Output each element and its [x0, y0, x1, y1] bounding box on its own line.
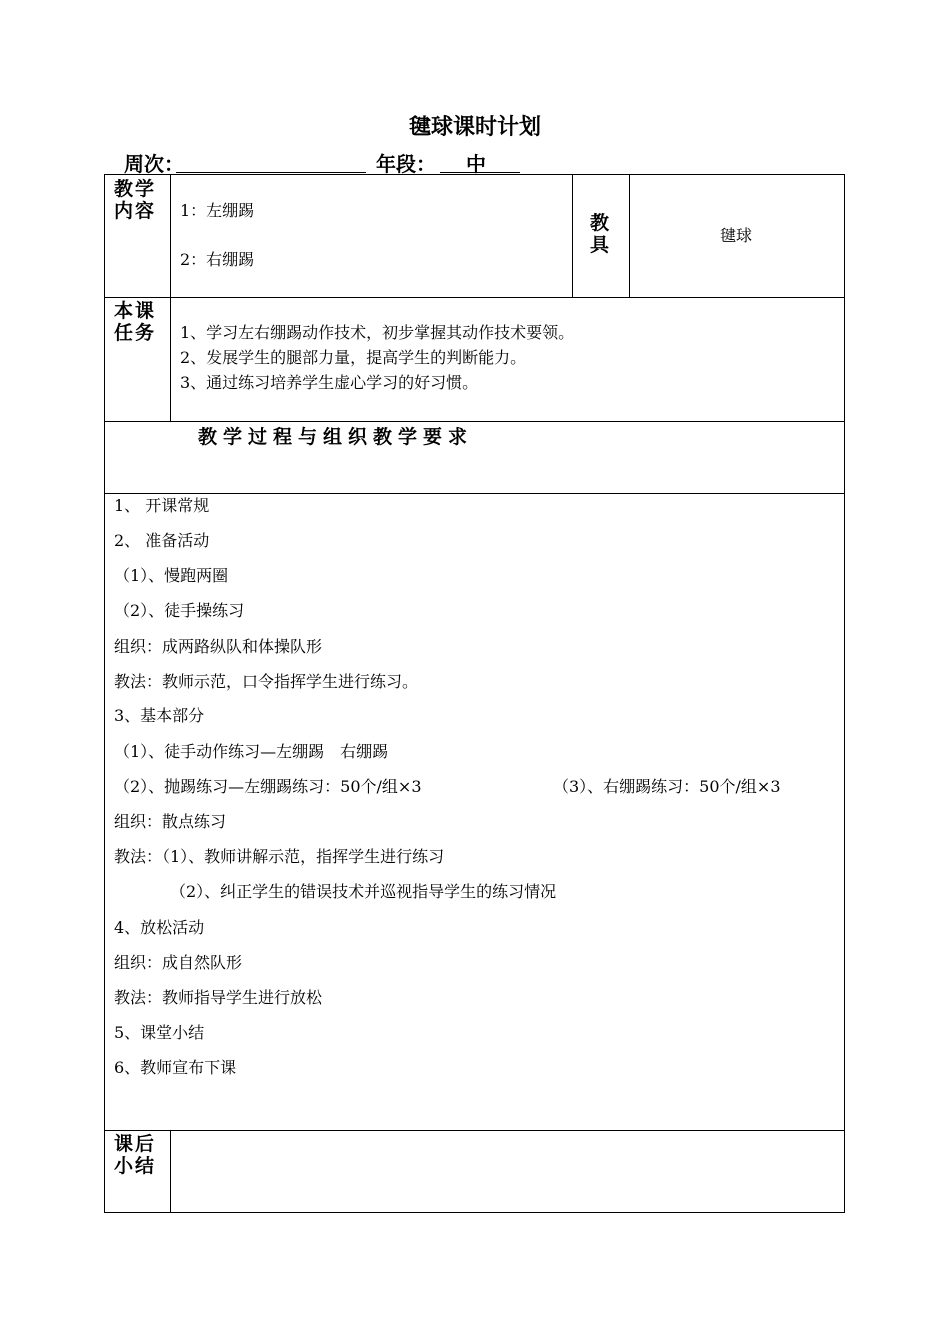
summary-label: 课后 小结: [114, 1133, 157, 1177]
process-line: 教法：教师示范，口令指挥学生进行练习。: [114, 672, 419, 691]
grade-value: 中: [466, 152, 486, 176]
content-item: 1：左绷踢: [180, 201, 255, 220]
task-item: 1、学习左右绷踢动作技术，初步掌握其动作技术要领。: [180, 323, 575, 342]
week-underline: [176, 172, 366, 173]
content-item: 2：右绷踢: [180, 250, 255, 269]
process-line: 5、课堂小结: [114, 1023, 205, 1042]
process-line: （1）、徒手动作练习—左绷踢 右绷踢: [114, 742, 389, 761]
process-line: （2）、抛踢练习—左绷踢练习：50个/组×3: [114, 777, 422, 796]
grade-label: 年段：: [376, 152, 436, 176]
tasks-label: 本课 任务: [114, 300, 157, 344]
process-line: 2、 准备活动: [114, 531, 210, 550]
equipment-label: 教 具: [590, 212, 612, 256]
process-line: 教法：（1）、教师讲解示范，指挥学生进行练习: [114, 847, 445, 866]
task-item: 3、通过练习培养学生虚心学习的好习惯。: [180, 373, 479, 392]
process-line: 3、基本部分: [114, 706, 205, 725]
process-line: （2）、徒手操练习: [114, 601, 245, 620]
task-item: 2、发展学生的腿部力量，提高学生的判断能力。: [180, 348, 527, 367]
col-divider: [572, 174, 573, 297]
process-line: （2）、纠正学生的错误技术并巡视指导学生的练习情况: [170, 882, 557, 901]
content-label: 教学 内容: [114, 178, 157, 222]
process-line: 教法：教师指导学生进行放松: [114, 988, 323, 1007]
row-divider: [104, 493, 845, 494]
row-divider: [104, 297, 845, 298]
process-line: 组织：成两路纵队和体操队形: [114, 637, 323, 656]
process-line-right: （3）、右绷踢练习：50个/组×3: [553, 777, 781, 796]
process-heading: 教学过程与组织教学要求: [198, 426, 474, 448]
process-line: 4、放松活动: [114, 918, 205, 937]
process-line: 1、 开课常规: [114, 496, 210, 515]
grade-underline: [440, 172, 520, 173]
summary-content-area[interactable]: [172, 1132, 842, 1211]
page-title: 毽球课时计划: [408, 115, 541, 140]
process-line: 6、教师宣布下课: [114, 1058, 237, 1077]
process-line: 组织：散点练习: [114, 812, 227, 831]
col-divider: [170, 174, 171, 421]
col-divider: [170, 1130, 171, 1213]
week-label: 周次：: [124, 152, 184, 176]
process-line: 组织：成自然队形: [114, 953, 243, 972]
equipment-value: 毽球: [720, 226, 753, 245]
col-divider: [629, 174, 630, 297]
row-divider: [104, 1130, 845, 1131]
process-line: （1）、慢跑两圈: [114, 566, 229, 585]
